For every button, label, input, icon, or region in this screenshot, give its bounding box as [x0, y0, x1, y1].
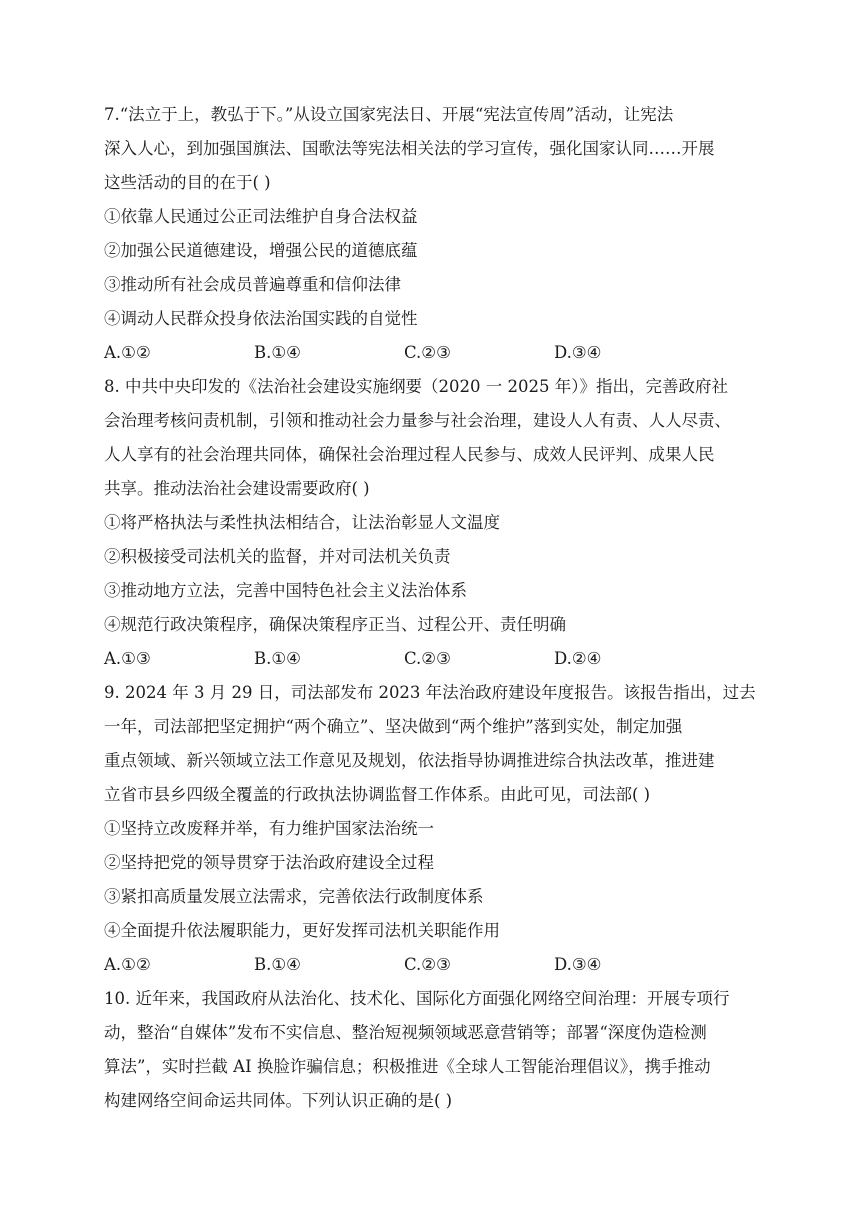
option-b: B.①④	[254, 955, 301, 974]
option-a: A.①③	[104, 649, 151, 668]
question-stem-line: 人人享有的社会治理共同体，确保社会治理过程人民参与、成效人民评判、成果人民	[104, 445, 715, 464]
statement-3: ③推动地方立法，完善中国特色社会主义法治体系	[104, 581, 467, 600]
statement-3: ③紧扣高质量发展立法需求，完善依法行政制度体系	[104, 887, 484, 906]
option-c: C.②③	[404, 343, 451, 362]
option-c: C.②③	[404, 955, 451, 974]
statement-2: ②坚持把党的领导贯穿于法治政府建设全过程	[104, 853, 434, 872]
question-stem-line: 重点领域、新兴领域立法工作意见及规划，依法指导协调推进综合执法改革，推进建	[104, 751, 715, 770]
question-stem-line: 9. 2024 年 3 月 29 日，司法部发布 2023 年法治政府建设年度报告。该报告指出，过去	[104, 683, 756, 702]
statement-4: ④全面提升依法履职能力，更好发挥司法机关职能作用	[104, 921, 500, 940]
question-stem-line: 算法”，实时拦截 AI 换脸诈骗信息；积极推进《全球人工智能治理倡议》，携手推动	[104, 1057, 711, 1076]
question-stem-line: 7.“法立于上，教弘于下。”从设立国家宪法日、开展“宪法宣传周”活动，让宪法	[104, 105, 674, 124]
statement-3: ③推动所有社会成员普遍尊重和信仰法律	[104, 275, 401, 294]
statement-1: ①将严格执法与柔性执法相结合，让法治彰显人文温度	[104, 513, 500, 532]
question-stem-line: 8. 中共中央印发的《法治社会建设实施纲要（2020 一 2025 年）》指出，完善政府社	[104, 377, 728, 396]
question-stem-line: 动，整治“自媒体”发布不实信息、整治短视频领域恶意营销等；部署“深度伪造检测	[104, 1023, 707, 1042]
option-b: B.①④	[254, 343, 301, 362]
statement-2: ②积极接受司法机关的监督，并对司法机关负责	[104, 547, 451, 566]
question-stem-line: 深入人心，到加强国旗法、国歌法等宪法相关法的学习宣传，强化国家认同……开展	[104, 139, 715, 158]
option-b: B.①④	[254, 649, 301, 668]
option-d: D.③④	[554, 343, 602, 362]
option-c: C.②③	[404, 649, 451, 668]
question-stem-line: 构建网络空间命运共同体。下列认识正确的是( )	[104, 1091, 453, 1110]
option-a: A.①②	[104, 343, 151, 362]
question-stem-line: 这些活动的目的在于( )	[104, 173, 271, 192]
question-stem-line: 立省市县乡四级全覆盖的行政执法协调监督工作体系。由此可见，司法部( )	[104, 785, 651, 804]
statement-1: ①坚持立改废释并举，有力维护国家法治统一	[104, 819, 434, 838]
question-stem-line: 共享。推动法治社会建设需要政府( )	[104, 479, 370, 498]
question-stem-line: 一年，司法部把坚定拥护“两个确立”、坚决做到“两个维护”落到实处，制定加强	[104, 717, 683, 736]
option-d: D.②④	[554, 649, 602, 668]
question-stem-line: 会治理考核问责机制，引领和推动社会力量参与社会治理，建设人人有责、人人尽责、	[104, 411, 731, 430]
statement-4: ④调动人民群众投身依法治国实践的自觉性	[104, 309, 418, 328]
statement-2: ②加强公民道德建设，增强公民的道德底蕴	[104, 241, 418, 260]
option-a: A.①②	[104, 955, 151, 974]
question-stem-line: 10. 近年来，我国政府从法治化、技术化、国际化方面强化网络空间治理：开展专项行	[104, 989, 730, 1008]
option-d: D.③④	[554, 955, 602, 974]
statement-1: ①依靠人民通过公正司法维护自身合法权益	[104, 207, 418, 226]
statement-4: ④规范行政决策程序，确保决策程序正当、过程公开、责任明确	[104, 615, 566, 634]
